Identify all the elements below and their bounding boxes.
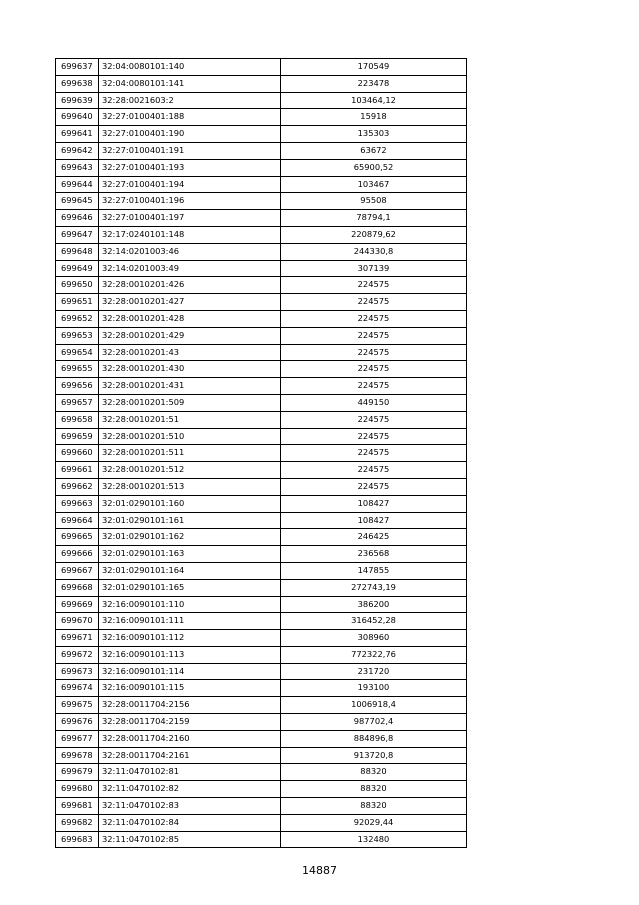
table-row [56, 92, 467, 109]
row-number-cell: 699682 [56, 814, 99, 831]
value-cell: 78794,1 [281, 210, 467, 227]
row-number-cell: 699640 [56, 109, 99, 126]
table-row [56, 478, 467, 495]
table-row [56, 193, 467, 210]
value-cell: 236568 [281, 546, 467, 563]
cadastral-number-cell: 32:28:0010201:426 [99, 277, 281, 294]
value-cell: 224575 [281, 478, 467, 495]
table-row [56, 764, 467, 781]
row-number-cell: 699642 [56, 142, 99, 159]
cadastral-number-cell: 32:11:0470102:81 [99, 764, 281, 781]
table-row [56, 59, 467, 76]
value-cell: 449150 [281, 394, 467, 411]
cadastral-number-cell: 32:01:0290101:163 [99, 546, 281, 563]
row-number-cell: 699662 [56, 478, 99, 495]
row-number-cell: 699661 [56, 462, 99, 479]
row-number-cell: 699681 [56, 798, 99, 815]
cadastral-number-cell: 32:01:0290101:165 [99, 579, 281, 596]
table-row [56, 546, 467, 563]
cadastral-number-cell: 32:27:0100401:188 [99, 109, 281, 126]
row-number-cell: 699648 [56, 243, 99, 260]
value-cell: 170549 [281, 59, 467, 76]
value-cell: 88320 [281, 781, 467, 798]
row-number-cell: 699669 [56, 596, 99, 613]
value-cell: 193100 [281, 680, 467, 697]
value-cell: 132480 [281, 831, 467, 848]
table-row [56, 243, 467, 260]
value-cell: 308960 [281, 630, 467, 647]
table-row [56, 159, 467, 176]
cadastral-number-cell: 32:16:0090101:113 [99, 646, 281, 663]
cadastral-number-cell: 32:28:0010201:430 [99, 361, 281, 378]
cadastral-number-cell: 32:28:0010201:429 [99, 327, 281, 344]
cadastral-number-cell: 32:11:0470102:84 [99, 814, 281, 831]
row-number-cell: 699678 [56, 747, 99, 764]
table-body [56, 59, 467, 848]
table-row [56, 226, 467, 243]
table-row [56, 646, 467, 663]
row-number-cell: 699673 [56, 663, 99, 680]
row-number-cell: 699649 [56, 260, 99, 277]
value-cell: 1006918,4 [281, 697, 467, 714]
row-number-cell: 699646 [56, 210, 99, 227]
row-number-cell: 699641 [56, 126, 99, 143]
row-number-cell: 699679 [56, 764, 99, 781]
row-number-cell: 699654 [56, 344, 99, 361]
value-cell: 224575 [281, 361, 467, 378]
cadastral-number-cell: 32:28:0011704:2159 [99, 714, 281, 731]
value-cell: 386200 [281, 596, 467, 613]
row-number-cell: 699658 [56, 411, 99, 428]
table-row [56, 831, 467, 848]
cadastral-number-cell: 32:27:0100401:190 [99, 126, 281, 143]
table-row [56, 109, 467, 126]
cadastral-number-cell: 32:27:0100401:194 [99, 176, 281, 193]
value-cell: 772322,76 [281, 646, 467, 663]
cadastral-number-cell: 32:17:0240101:148 [99, 226, 281, 243]
row-number-cell: 699639 [56, 92, 99, 109]
cadastral-number-cell: 32:27:0100401:197 [99, 210, 281, 227]
cadastral-number-cell: 32:16:0090101:110 [99, 596, 281, 613]
row-number-cell: 699667 [56, 562, 99, 579]
table-row [56, 210, 467, 227]
cadastral-number-cell: 32:14:0201003:49 [99, 260, 281, 277]
row-number-cell: 699638 [56, 75, 99, 92]
table-row [56, 361, 467, 378]
row-number-cell: 699663 [56, 495, 99, 512]
cadastral-number-cell: 32:16:0090101:111 [99, 613, 281, 630]
value-cell: 103464,12 [281, 92, 467, 109]
row-number-cell: 699660 [56, 445, 99, 462]
cadastral-value-table [55, 58, 467, 848]
table-row [56, 428, 467, 445]
table-row [56, 394, 467, 411]
cadastral-number-cell: 32:16:0090101:112 [99, 630, 281, 647]
table-row [56, 613, 467, 630]
row-number-cell: 699637 [56, 59, 99, 76]
value-cell: 884896,8 [281, 730, 467, 747]
table-row [56, 176, 467, 193]
row-number-cell: 699665 [56, 529, 99, 546]
cadastral-number-cell: 32:28:0010201:43 [99, 344, 281, 361]
row-number-cell: 699647 [56, 226, 99, 243]
cadastral-number-cell: 32:28:0010201:427 [99, 294, 281, 311]
row-number-cell: 699668 [56, 579, 99, 596]
table-row [56, 445, 467, 462]
value-cell: 244330,8 [281, 243, 467, 260]
row-number-cell: 699670 [56, 613, 99, 630]
cadastral-number-cell: 32:28:0010201:431 [99, 378, 281, 395]
row-number-cell: 699666 [56, 546, 99, 563]
table-row [56, 277, 467, 294]
row-number-cell: 699672 [56, 646, 99, 663]
value-cell: 63672 [281, 142, 467, 159]
table-row [56, 126, 467, 143]
cadastral-number-cell: 32:11:0470102:83 [99, 798, 281, 815]
value-cell: 108427 [281, 512, 467, 529]
cadastral-number-cell: 32:28:0010201:509 [99, 394, 281, 411]
cadastral-number-cell: 32:28:0010201:511 [99, 445, 281, 462]
value-cell: 272743,19 [281, 579, 467, 596]
cadastral-number-cell: 32:27:0100401:193 [99, 159, 281, 176]
value-cell: 147855 [281, 562, 467, 579]
cadastral-number-cell: 32:14:0201003:46 [99, 243, 281, 260]
cadastral-number-cell: 32:28:0011704:2161 [99, 747, 281, 764]
value-cell: 224575 [281, 327, 467, 344]
table-row [56, 697, 467, 714]
cadastral-number-cell: 32:01:0290101:161 [99, 512, 281, 529]
row-number-cell: 699652 [56, 310, 99, 327]
row-number-cell: 699645 [56, 193, 99, 210]
row-number-cell: 699653 [56, 327, 99, 344]
row-number-cell: 699650 [56, 277, 99, 294]
cadastral-number-cell: 32:27:0100401:191 [99, 142, 281, 159]
table-row [56, 260, 467, 277]
value-cell: 987702,4 [281, 714, 467, 731]
row-number-cell: 699676 [56, 714, 99, 731]
table-row [56, 462, 467, 479]
value-cell: 65900,52 [281, 159, 467, 176]
table-row [56, 344, 467, 361]
cadastral-number-cell: 32:28:0010201:512 [99, 462, 281, 479]
row-number-cell: 699683 [56, 831, 99, 848]
row-number-cell: 699644 [56, 176, 99, 193]
page-number: 14887 [302, 864, 337, 877]
table-row [56, 596, 467, 613]
table-row [56, 310, 467, 327]
table-row [56, 579, 467, 596]
value-cell: 88320 [281, 798, 467, 815]
table-row [56, 75, 467, 92]
value-cell: 108427 [281, 495, 467, 512]
table-row [56, 327, 467, 344]
value-cell: 224575 [281, 277, 467, 294]
value-cell: 307139 [281, 260, 467, 277]
value-cell: 223478 [281, 75, 467, 92]
cadastral-number-cell: 32:28:0010201:510 [99, 428, 281, 445]
value-cell: 88320 [281, 764, 467, 781]
row-number-cell: 699656 [56, 378, 99, 395]
cadastral-number-cell: 32:11:0470102:82 [99, 781, 281, 798]
row-number-cell: 699680 [56, 781, 99, 798]
value-cell: 15918 [281, 109, 467, 126]
table-row [56, 781, 467, 798]
row-number-cell: 699677 [56, 730, 99, 747]
table-row [56, 562, 467, 579]
value-cell: 95508 [281, 193, 467, 210]
table-row [56, 378, 467, 395]
table-row [56, 142, 467, 159]
cadastral-number-cell: 32:28:0011704:2160 [99, 730, 281, 747]
row-number-cell: 699657 [56, 394, 99, 411]
table-row [56, 663, 467, 680]
value-cell: 316452,28 [281, 613, 467, 630]
value-cell: 913720,8 [281, 747, 467, 764]
cadastral-number-cell: 32:28:0010201:51 [99, 411, 281, 428]
table-row [56, 680, 467, 697]
table-row [56, 747, 467, 764]
table-row [56, 294, 467, 311]
row-number-cell: 699664 [56, 512, 99, 529]
row-number-cell: 699675 [56, 697, 99, 714]
table-row [56, 495, 467, 512]
cadastral-number-cell: 32:11:0470102:85 [99, 831, 281, 848]
value-cell: 224575 [281, 462, 467, 479]
cadastral-number-cell: 32:28:0010201:513 [99, 478, 281, 495]
value-cell: 224575 [281, 310, 467, 327]
cadastral-number-cell: 32:27:0100401:196 [99, 193, 281, 210]
value-cell: 231720 [281, 663, 467, 680]
value-cell: 103467 [281, 176, 467, 193]
value-cell: 224575 [281, 411, 467, 428]
table-row [56, 798, 467, 815]
table-row [56, 512, 467, 529]
cadastral-number-cell: 32:28:0011704:2156 [99, 697, 281, 714]
cadastral-number-cell: 32:28:0010201:428 [99, 310, 281, 327]
cadastral-number-cell: 32:04:0080101:140 [99, 59, 281, 76]
cadastral-number-cell: 32:04:0080101:141 [99, 75, 281, 92]
value-cell: 224575 [281, 378, 467, 395]
table-row [56, 630, 467, 647]
value-cell: 224575 [281, 344, 467, 361]
value-cell: 224575 [281, 428, 467, 445]
table-row [56, 411, 467, 428]
row-number-cell: 699674 [56, 680, 99, 697]
value-cell: 224575 [281, 445, 467, 462]
row-number-cell: 699651 [56, 294, 99, 311]
value-cell: 135303 [281, 126, 467, 143]
table-row [56, 730, 467, 747]
table-row [56, 814, 467, 831]
value-cell: 246425 [281, 529, 467, 546]
cadastral-number-cell: 32:01:0290101:164 [99, 562, 281, 579]
cadastral-number-cell: 32:01:0290101:160 [99, 495, 281, 512]
row-number-cell: 699643 [56, 159, 99, 176]
cadastral-number-cell: 32:01:0290101:162 [99, 529, 281, 546]
value-cell: 224575 [281, 294, 467, 311]
row-number-cell: 699671 [56, 630, 99, 647]
table-row [56, 714, 467, 731]
row-number-cell: 699655 [56, 361, 99, 378]
cadastral-number-cell: 32:28:0021603:2 [99, 92, 281, 109]
row-number-cell: 699659 [56, 428, 99, 445]
cadastral-number-cell: 32:16:0090101:115 [99, 680, 281, 697]
value-cell: 92029,44 [281, 814, 467, 831]
table-row [56, 529, 467, 546]
cadastral-number-cell: 32:16:0090101:114 [99, 663, 281, 680]
value-cell: 220879,62 [281, 226, 467, 243]
